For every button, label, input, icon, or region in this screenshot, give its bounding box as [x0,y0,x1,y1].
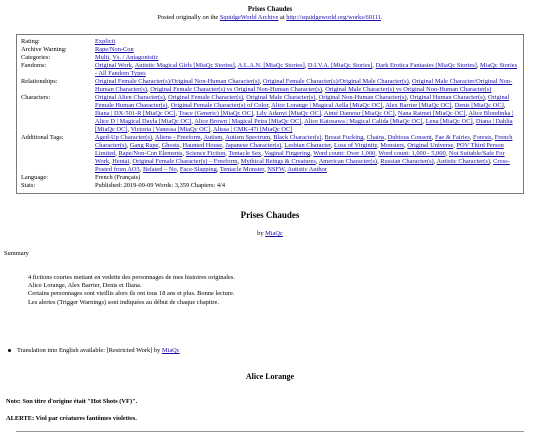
chapter-note: Note: Son titre d'origine était "Hot Shots (VF)". [6,398,138,406]
meta-row-language [21,174,520,182]
tag-link[interactable]: Cross-Posted from AO3 [95,158,510,174]
summary-line: Alice Lorange, Alex Barrier, Denis et Iliana. [28,282,142,290]
author-link[interactable]: MiaQc [265,229,283,237]
tag-link[interactable]: Ghosts [161,142,180,150]
tag-link[interactable]: Iliana | DX-501-R [MiaQc OC] [95,110,176,118]
summary-line: 4 fictions courtes mettant en vedette des personnages de mes histoires originales. [28,273,235,281]
tag-link[interactable]: Alice Katosawa | Magical Calida [MiaQc OC] [304,118,423,126]
meta-row-categories [21,54,520,62]
tag-link[interactable]: Alex Barrier [MiaQc OC] [385,102,452,110]
categories-list: Multi, Vs. / Antagonistic [95,54,159,62]
tag-link[interactable]: Original Human Character(s) [409,94,485,102]
stats-value: Published: 2019-09-09 Words: 3,359 Chapters: 4/4 [95,182,226,190]
tag-link[interactable]: Original Female Human Character(s) [95,94,510,110]
meta-key: Rating: [21,38,40,46]
meta-key: Archive Warning: [21,46,67,54]
tag-link[interactable]: MiaQc Stories - All Fandom Types [95,62,518,78]
tag-link[interactable]: Belated – No [142,166,177,174]
tag-link[interactable]: Haunted House [182,142,223,150]
summary-heading: Summary [4,249,29,257]
tag-link[interactable]: Japanese Character(s) [225,142,282,150]
tag-link[interactable]: Fae & Fairies [435,134,470,142]
tags-list: Aged-Up Character(s), Aliens - Freeform, Autism, Autism Spectrum, Black Character(s), Breast Fucking, Chains, Dubious Consent, Fae & Fairies, Forests, French Character(s), Gang Rape, Ghosts, Haunted House, Japanese Character(s), Lesbian Character, Loss of Virginity, Monsters, Original Universe, POV Third Person Limited, Rape/Non-Con Elements, Science Fiction, Tentacle Sex, Vaginal Fingering, Word count: Over 1,000, Word count: 1,000 - 5,000, Not Suitable/Safe For Work, Hentai, Original Female Character(s) – Freeform, Mythical Beings & Creatures, American Character(s), Russian Character(s), Autistic Character(s), Cross-Posted from AO3, Belated – No, Face-Slapping, Tentacle Monster, NSFW, Autistic Author [95,134,513,174]
tag-link[interactable]: Autistic Character(s) [436,158,490,166]
tag-link[interactable]: Original Work [95,62,132,70]
tag-link[interactable]: Gang Rape [129,142,159,150]
tag-link[interactable]: Original Male Character/Original Non-Human Character(s) [95,78,513,94]
meta-key: Characters: [21,94,51,102]
work-url-link[interactable]: http://squidgeworld.org/works/60111 [286,14,381,22]
tag-link[interactable]: Diana | Dahlia [MiaQc OC] [95,118,513,134]
tag-link[interactable]: Forests [473,134,492,142]
tag-link[interactable]: Not Suitable/Safe For Work [95,150,505,166]
tag-link[interactable]: Breast Fucking [324,134,364,142]
tag-link[interactable]: Alice Lorange | Magical Aella [MiaQc OC] [271,102,383,110]
tag-link[interactable]: Aged-Up Character(s) [95,134,152,142]
meta-key: Categories: [21,54,51,62]
tag-link[interactable]: Dark Erotica Fantasies [MiaQc Stories] [375,62,477,70]
chapter-title: Alice Lorange [245,372,295,382]
tag-link[interactable]: Autistic Author [287,166,327,174]
tag-link[interactable]: Dubious Consent [387,134,432,142]
tag-link[interactable]: French Character(s) [95,134,513,150]
tag-link[interactable]: Autism [203,134,223,142]
relationships-list: Original Female Character(s)/Original Non-Human Character(s), Original Female Character(s)/Original Male Character(s), Original Male Character/Original Non-Human Character(s), Original Female Character(s) vs Original Non-Human Character(s), Original Male Character(s) vs Original Non-Human Character(s) [95,78,513,94]
meta-key: Stats: [21,182,36,190]
fandoms-list: Original Work, Autistic Magical Girls [MiaQc Stories], A.L.A.N. [MiaQc Stories], D.I.V.A. [MiaQc Stories], Dark Erotica Fantasies [MiaQc Stories], MiaQc Stories - All Fandom Types [95,62,518,78]
tag-link[interactable]: Multi [95,54,110,62]
tag-link[interactable]: Black Character(s) [273,134,322,142]
tag-link[interactable]: Victoria | Vanessa [MiaQc OC] [130,126,211,134]
tag-link[interactable]: Alice Blondinka | Alice D | Magical Dayla [MiaQc OC] [95,110,514,126]
meta-key: Additional Tags: [21,134,64,142]
tag-link[interactable]: Original Female Character(s) – Freeform [132,158,238,166]
meta-key: Language: [21,174,48,182]
tag-link[interactable]: Monsters [380,142,405,150]
tag-link[interactable]: Alice Brown | Magical Petra [MiaQc OC] [194,118,302,126]
tag-link[interactable]: Aliens - Freeform [154,134,201,142]
meta-key: Relationships: [21,78,58,86]
summary-line: Certains personnages sont vieillis alors ils ont tous 18 ans et plus. Bonne lecture. [28,290,235,298]
tag-link[interactable]: Original Universe [407,142,454,150]
meta-row-tags [21,134,520,174]
warning-link[interactable]: Rape/Non-Con [95,46,134,54]
meta-row-warning [21,46,520,54]
tag-link[interactable]: Chains [366,134,385,142]
archive-link[interactable]: SquidgeWorld Archive [219,14,279,22]
meta-row-rating [21,38,520,46]
tag-link[interactable]: Lesbian Character [284,142,331,150]
tag-link[interactable]: POV Third Person Limited [95,142,504,158]
tag-link[interactable]: American Character(s) [318,158,378,166]
tag-link[interactable]: Autistic Magical Girls [MiaQc Stories] [134,62,235,70]
tag-link[interactable]: Original Female Character(s) vs Original Non-Human Character(s) [150,86,322,94]
characters-list: Original Alien Character(s), Original Female Character(s), Original Male Character(s), Original Non-Human Character(s), Original Human Character(s), Original Female Human Character(s), Original Female Character(s) of Color, Alice Lorange | Magical Aella [MiaQc OC], Alex Barrier [MiaQc OC], Denis [MiaQc OC], Iliana | DX-501-R [MiaQc OC], Trace (Generic) [MiaQc OC], Lily Adanyi [MiaQc OC], Aimé Damour [MiaQc OC], Nana Raimei [MiaQc OC], Alice Blondinka | Alice D | Magical Dayla [MiaQc OC], Alice Brown | Magical Petra [MiaQc OC], Alice Katosawa | Magical Calida [MiaQc OC], Lena [MiaQc OC], Diana | Dahlia [MiaQc OC], Victoria | Vanessa [MiaQc OC], Alissa | CMK-47i [MiaQc OC] [95,94,514,134]
translation-text: Translation into English available: [Restricted Work] by MiaQc [17,347,180,355]
tag-link[interactable]: Loss of Virginity [334,142,378,150]
tag-link[interactable]: Autism Spectrum [225,134,271,142]
bullet-icon [8,349,11,352]
tag-link[interactable]: Mythical Beings & Creatures [240,158,316,166]
tag-link[interactable]: Original Female Character(s)/Original Male Character(s) [262,78,409,86]
chapter-alert: ALERTE: Viol par créatures fantômes violettes. [6,415,137,423]
tag-link[interactable]: Nana Raimei [MiaQc OC] [397,110,466,118]
translation-item [8,347,540,355]
rating-link[interactable]: Explicit [95,38,116,46]
tag-link[interactable]: Vaginal Fingering [264,150,311,158]
tag-link[interactable]: Rape/Non-Con Elements [118,150,183,158]
tag-link[interactable]: Tentacle Monster [219,166,265,174]
tag-link[interactable]: D.I.V.A. [MiaQc Stories] [307,62,373,70]
summary-text [28,274,540,307]
meta-row-characters [21,94,520,134]
tag-link[interactable]: Aimé Damour [MiaQc OC] [323,110,395,118]
tag-link[interactable]: Original Non-Human Character(s) [318,94,407,102]
tag-link[interactable]: Lena [MiaQc OC] [425,118,473,126]
meta-row-stats [21,182,520,190]
meta-row-relationships [21,78,520,94]
tag-link[interactable]: Original Female Character(s) [168,94,244,102]
posted-line: Posted originally on the SquidgeWorld Archive at http://squidgeworld.org/works/60111. [157,14,383,22]
tag-link[interactable]: Tentacle Sex [228,150,262,158]
tag-link[interactable]: Trace (Generic) [MiaQc OC] [178,110,253,118]
tag-link[interactable]: Original Female Character(s) of Color [170,102,269,110]
tag-link[interactable]: Original Female Character(s)/Original Non-Human Character(s) [95,78,260,86]
tag-link[interactable]: NSFW [267,166,285,174]
meta-key: Fandoms: [21,62,47,70]
page-header [0,0,540,22]
tag-link[interactable]: Vs. / Antagonistic [112,54,159,62]
tag-link[interactable]: A.L.A.N. [MiaQc Stories] [237,62,305,70]
header-title: Prises Chaudes [247,6,293,13]
language-value: French (Français) [95,174,141,182]
tag-link[interactable]: Science Fiction [185,150,226,158]
summary-line: Les alertes (Trigger Warnings) sont indiquées au début de chaque chapitre. [28,298,219,306]
tag-link[interactable]: Original Male Character(s) vs Original Non-Human Character(s) [325,86,492,94]
tag-link[interactable]: Word count: Over 1,000 [313,150,376,158]
tag-link[interactable]: Alissa | CMK-47i [MiaQc OC] [213,126,293,134]
tag-link[interactable]: Lily Adanyi [MiaQc OC] [256,110,321,118]
tag-link[interactable]: Hentai [112,158,130,166]
meta-table [21,38,520,190]
work-title: Prises Chaudes [240,210,300,221]
tag-link[interactable]: Face-Slapping [179,166,217,174]
translation-author-link[interactable]: MiaQc [161,347,180,355]
tag-link[interactable]: Original Alien Character(s) [95,94,165,102]
tag-link[interactable]: Russian Character(s) [380,158,434,166]
work-meta-box [16,34,524,194]
tag-link[interactable]: Denis [MiaQc OC] [454,102,504,110]
tag-link[interactable]: Word count: 1,000 - 5,000 [378,150,446,158]
meta-row-fandoms [21,62,520,78]
tag-link[interactable]: Original Male Character(s) [246,94,316,102]
byline: by MiaQc [257,229,283,237]
